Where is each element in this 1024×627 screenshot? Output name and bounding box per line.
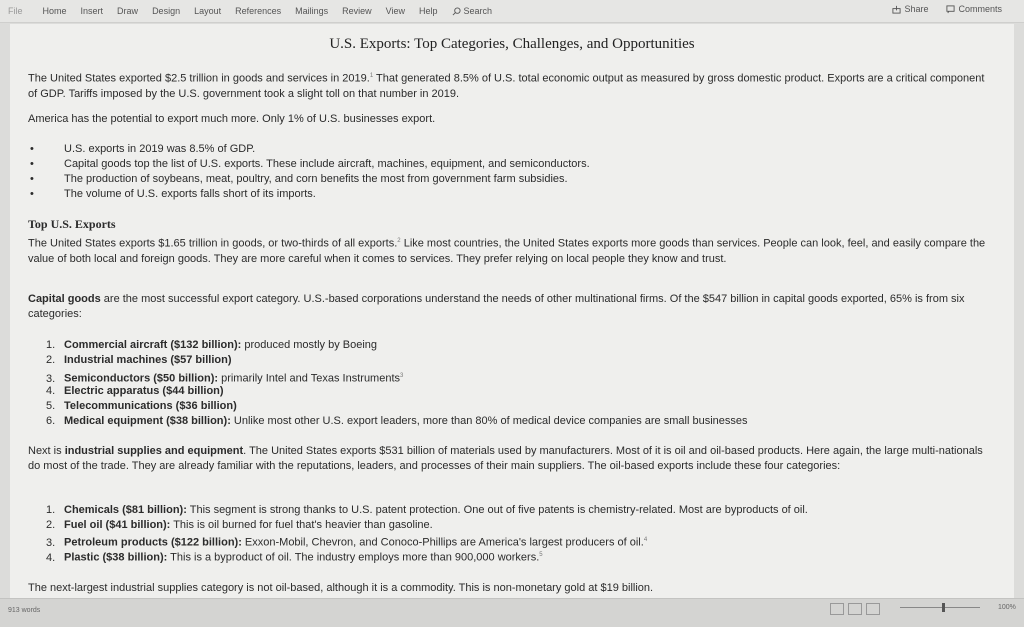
web-layout-button[interactable] [866, 603, 880, 615]
capital-goods-paragraph: Capital goods are the most successful export category. U.S.-based corporations understand the needs of other multinational firms. Of the $547 billion in capital goods exported, 65% is from six categories: [28, 293, 965, 320]
search-box[interactable] [452, 6, 493, 16]
section-heading: Top U.S. Exports [28, 217, 116, 231]
list-item: 6. Medical equipment ($38 billion): Unlike most other U.S. export leaders, more than 80% of medical device companies are small businesses [46, 415, 748, 427]
top-exports-paragraph: The United States exports $1.65 trillion in goods, or two-thirds of all exports.$^2$ Like most countries, the United States exports more goods than services. People can look, feel, and easily compare the value of both local and foreign goods. They are more careful when it comes to services. They prefer relying on local people they know and trust. [28, 237, 986, 265]
comment-icon [946, 5, 955, 14]
ribbon-tabs [0, 0, 1024, 23]
intro-paragraph: The United States exported $2.5 trillion in goods and services in 2019.$^1$ That generated 8.5% of U.S. total economic output as measured by gross domestic product. Exports are a critical component of GDP. Tariffs imposed by the U.S. government took a slight toll on that number in 2019. [28, 72, 985, 100]
tab-home[interactable]: Home [42, 6, 67, 16]
view-buttons [830, 603, 880, 615]
share-icon [892, 5, 901, 14]
list-item: 1. Chemicals ($81 billion): This segment is strong thanks to U.S. patent protection. One out of five patents is chemistry-related. Most are byproducts of oil. [46, 504, 808, 516]
tab-references[interactable]: References [235, 6, 282, 16]
list-item: 2. Fuel oil ($41 billion): This is oil burned for fuel that's heavier than gasoline. [46, 519, 433, 531]
tab-mailings[interactable]: Mailings [295, 6, 329, 16]
tab-design[interactable]: Design [152, 6, 181, 16]
zoom-slider-thumb[interactable] [942, 603, 945, 612]
list-item: 2. Industrial machines ($57 billion) [46, 354, 232, 366]
search-label: Search [463, 6, 493, 16]
zoom-level[interactable]: 100% [998, 604, 1016, 611]
word-count[interactable]: 913 words [8, 607, 41, 614]
tab-help[interactable]: Help [419, 6, 438, 16]
list-item: 3. Petroleum products ($122 billion): Exxon-Mobil, Chevron, and Conoco-Phillips are America's largest producers of oil.$^4$ [46, 536, 648, 549]
list-item: 1. Commercial aircraft ($132 billion): produced mostly by Boeing [46, 339, 378, 351]
share-button[interactable] [892, 4, 928, 14]
closing-paragraph: The next-largest industrial supplies category is not oil-based, although it is a commodity. This is non-monetary gold at $19 billion. [28, 582, 654, 594]
print-layout-button[interactable] [848, 603, 862, 615]
intro-paragraph-2: America has the potential to export much more. Only 1% of U.S. businesses export. [28, 113, 436, 125]
status-bar [0, 598, 1024, 627]
read-mode-button[interactable] [830, 603, 844, 615]
tab-layout[interactable]: Layout [194, 6, 222, 16]
share-label: Share [904, 4, 929, 14]
zoom-slider[interactable] [900, 607, 980, 608]
comments-button[interactable] [946, 4, 1002, 14]
comments-label: Comments [958, 4, 1002, 14]
list-item: 3. Semiconductors ($50 billion): primarily Intel and Texas Instruments$^3$ [46, 372, 404, 385]
page-title: U.S. Exports: Top Categories, Challenges, and Opportunities [329, 36, 695, 52]
industrial-paragraph: Next is industrial supplies and equipment. The United States exports $531 billion of materials used by manufacturers. Most of it is oil and oil-based products. Here again, the large multi-nationals do most of the trade. They are already familiar with the reputations, leaders, and processes of their main suppliers. The oil-based exports include these four categories: [28, 445, 983, 472]
tab-insert[interactable]: Insert [80, 6, 104, 16]
list-item: 4. Electric apparatus ($44 billion) [46, 385, 224, 397]
tab-draw[interactable]: Draw [117, 6, 139, 16]
tab-review[interactable]: Review [342, 6, 372, 16]
tab-file[interactable]: File [8, 6, 23, 16]
search-icon [452, 7, 461, 16]
tab-view[interactable]: View [385, 6, 406, 16]
document-page[interactable]: U.S. Exports: Top Categories, Challenges, and Opportunities The United States exported $2.5 trillion in goods and services in 2019.$^1$ That generated 8.5% of U.S. total economic output as measured by gross domestic product. Exports are a critical component of GDP. Tariffs imposed by the U.S. government took a slight toll on that number in 2019. America has the potential to export much more. Only 1% of U.S. businesses export. • U.S. exports in 2019 was 8.5% of GDP. • Capital goods top the list of U.S. exports. These include aircraft, machines, equipment, and semiconductors. • The production of soybeans, meat, poultry, and corn benefits the most from government farm subsidies. • The volume of U.S. exports falls short of its imports. Top U.S. Exports The United States exports $1.65 trillion in goods, or two-thirds of all exports.$^2$ Like most countries, the United States exports more goods than services. People can look, feel, and easily compare the value of both local and foreign goods. They are more careful when it comes to services. They prefer relying on local people they know and trust. Capital goods are the most successful export category. U.S.-based corporations understand the needs of other multinational firms. Of the $547 billion in capital goods exported, 65% is from six categories: 1. Commercial aircraft ($132 billion): produced mostly by Boeing 2. Industrial machines ($57 billion) 3. Semiconductors ($50 billion): primarily Intel and Texas Instruments$^3$ 4. Electric apparatus ($44 billion) 5. Telecommunications ($36 billion) 6. Medical equipment ($38 billion): Unlike most other U.S. export leaders, more than 80% of medical device companies are small businesses Next is industrial supplies and equipment. The United States exports $531 billion of materials used by manufacturers. Most of it is oil and oil-based products. Here again, the large multi-nationals do most of the trade. They are already familiar with the reputations, leaders, and processes of their main suppliers. The oil-based exports include these four categories: 1. Chemicals ($81 billion): This segment is strong thanks to U.S. patent protection. One out of five patents is chemistry-related. Most are byproducts of oil. 2. Fuel oil ($41 billion): This is oil burned for fuel that's heavier than gasoline. 3. Petroleum products ($122 billion): Exxon-Mobil, Chevron, and Conoco-Phillips are America's largest producers of oil.$^4$ 4. Plastic ($38 billion): This is a byproduct of oil. The industry employs more than 900,000 workers.$^5$ The next-largest industrial supplies category is not oil-based, although it is a commodity. This is non-monetary gold at $19 billion. [10, 24, 1014, 598]
list-item: 5. Telecommunications ($36 billion) [46, 400, 237, 412]
list-item: 4. Plastic ($38 billion): This is a byproduct of oil. The industry employs more than 900,000 workers.$^5$ [46, 551, 543, 564]
